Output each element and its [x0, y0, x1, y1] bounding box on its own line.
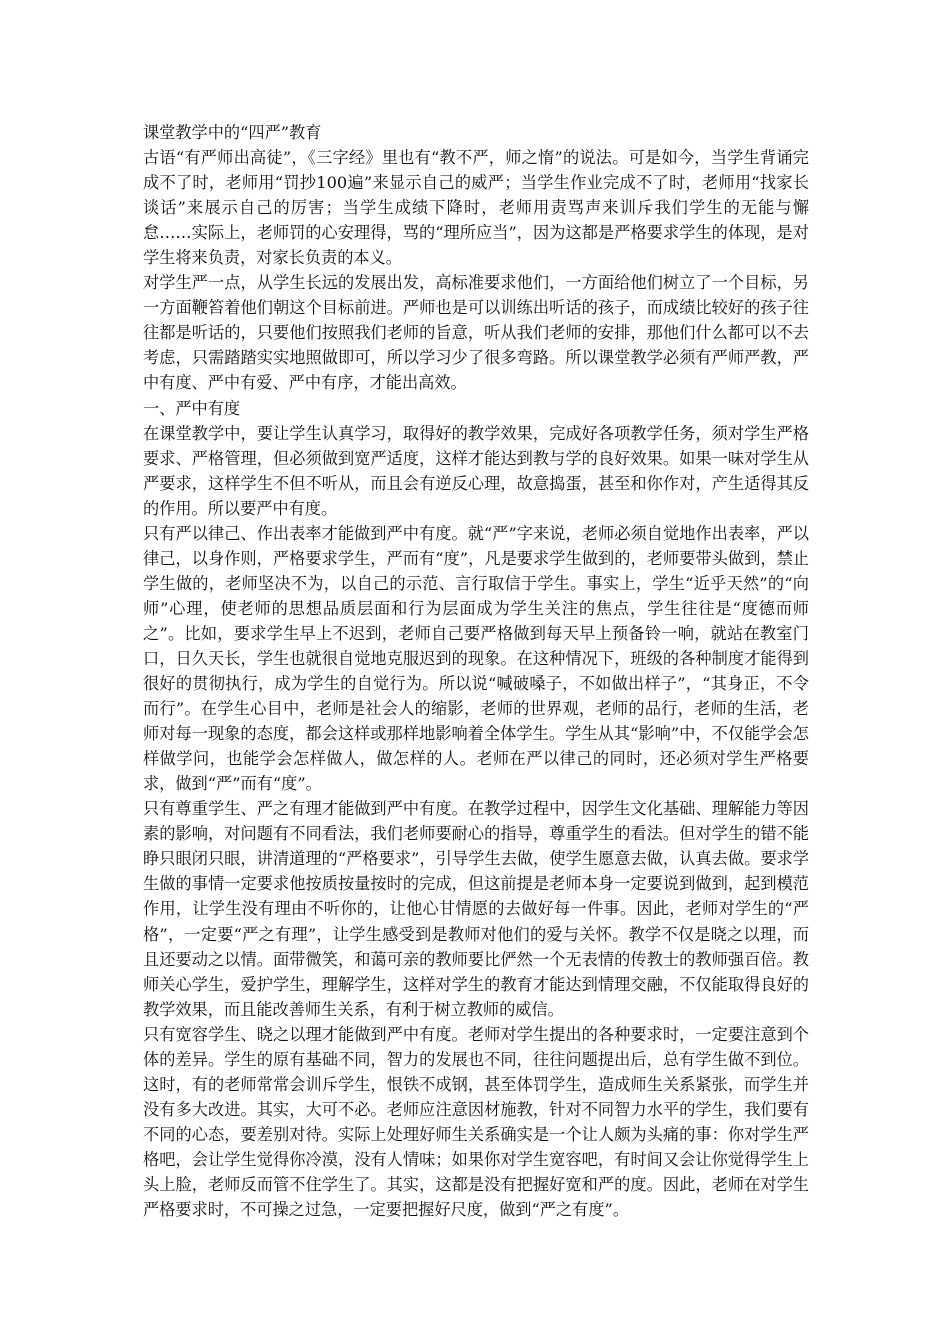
paragraph-strict-benefits: 对学生严一点，从学生长远的发展出发，高标准要求他们，一方面给他们树立了一个目标，另一方面鞭笞着他们朝这个目标前进。严师也是可以训练出听话的孩子，而成绩比较好的孩子往往都是听话的，只要他们按照我们老师的旨意，听从我们老师的安排，那他们什么都可以不去考虑，只需踏踏实实地照做即可，所以学习少了很多弯路。所以课堂教学必须有严师严教，严中有度、严中有爱、严中有序，才能出高效。 [143, 273, 809, 393]
paragraph-intro: 古语“有严师出高徒”，《三字经》里也有“教不严，师之惰”的说法。可是如今，当学生背诵完成不了时，老师用“罚抄100遍”来显示自己的威严；当学生作业完成不了时，老师用“找家长谈话”来展示自己的厉害；当学生成绩下降时，老师用责骂声来训斥我们学生的无能与懈怠……实际上，老师罚的心安理得，骂的“理所应当”，因为这都是严格要求学生的体现，是对学生将来负责，对家长负责的本义。 [143, 148, 809, 268]
paragraph-section1-intro: 在课堂教学中，要让学生认真学习，取得好的教学效果，完成好各项教学任务，须对学生严格要求、严格管理，但必须做到宽严适度，这样才能达到教与学的良好效果。如果一味对学生从严要求，这样学生不但不听从，而且会有逆反心理，故意捣蛋，甚至和你作对，产生适得其反的作用。所以要严中有度。 [143, 423, 809, 518]
document-page [143, 120, 809, 1222]
section-heading-1: 一、严中有度 [143, 398, 241, 418]
paragraph-tolerance: 只有宽容学生、晓之以理才能做到严中有度。老师对学生提出的各种要求时，一定要注意到个体的差异。学生的原有基础不同，智力的发展也不同，往往问题提出后，总有学生做不到位。这时，有的老师常常会训斥学生，恨铁不成钢，甚至体罚学生，造成师生关系紧张，而学生并没有多大改进。其实，大可不必。老师应注意因材施教，针对不同智力水平的学生，我们要有不同的心态，要差别对待。实际上处理好师生关系确实是一个让人颇为头痛的事：你对学生严格吧，会让学生觉得你冷漠，没有人情味；如果你对学生宽容吧，有时间又会让你觉得学生上头上脸，老师反而管不住学生了。其实，这都是没有把握好宽和严的度。因此，老师在对学生严格要求时，不可操之过急，一定要把握好尺度，做到“严之有度”。 [143, 1024, 809, 1220]
paragraph-respect-students: 只有尊重学生、严之有理才能做到严中有度。在教学过程中，因学生文化基础、理解能力等因素的影响，对问题有不同看法，我们老师要耐心的指导，尊重学生的看法。但对学生的错不能睁只眼闭只眼，讲清道理的“严格要求”，引导学生去做，使学生愿意去做，认真去做。要求学生做的事情一定要求他按质按量按时的完成，但这前提是老师本身一定要说到做到，起到模范作用，让学生没有理由不听你的，让他心甘情愿的去做好每一件事。因此，老师对学生的“严格”，一定要“严之有理”，让学生感受到是教师对他们的爱与关怀。教学不仅是晓之以理，而且还要动之以情。面带微笑，和蔼可亲的教师要比俨然一个无表情的传教士的教师强百倍。教师关心学生，爱护学生，理解学生，这样对学生的教育才能达到情理交融，不仅能取得良好的教学效果，而且能改善师生关系，有利于树立教师的威信。 [143, 799, 809, 1019]
document-title: 课堂教学中的“四严”教育 [143, 123, 322, 142]
paragraph-self-discipline: 只有严以律己、作出表率才能做到严中有度。就“严”字来说，老师必须自觉地作出表率，严以律己，以身作则，严格要求学生，严而有“度”，凡是要求学生做到的，老师要带头做到，禁止学生做的，老师坚决不为，以自己的示范、言行取信于学生。事实上，学生“近乎天然”的“向师”心理，使老师的思想品质层面和行为层面成为学生关注的焦点，学生往往是“度德而师之”。比如，要求学生早上不迟到，老师自己要严格做到每天早上预备铃一响，就站在教室门口，日久天长，学生也就很自觉地克服迟到的现象。在这种情况下，班级的各种制度才能得到很好的贯彻执行，成为学生的自觉行为。所以说“喊破嗓子，不如做出样子”，“其身正，不令而行”。在学生心目中，老师是社会人的缩影，老师的世界观，老师的品行，老师的生活，老师对每一现象的态度，都会这样或那样地影响着全体学生。学生从其“影响”中，不仅能学会怎样做学问，也能学会怎样做人，做怎样的人。老师在严以律己的同时，还必须对学生严格要求，做到“严”而有“度”。 [143, 523, 809, 794]
